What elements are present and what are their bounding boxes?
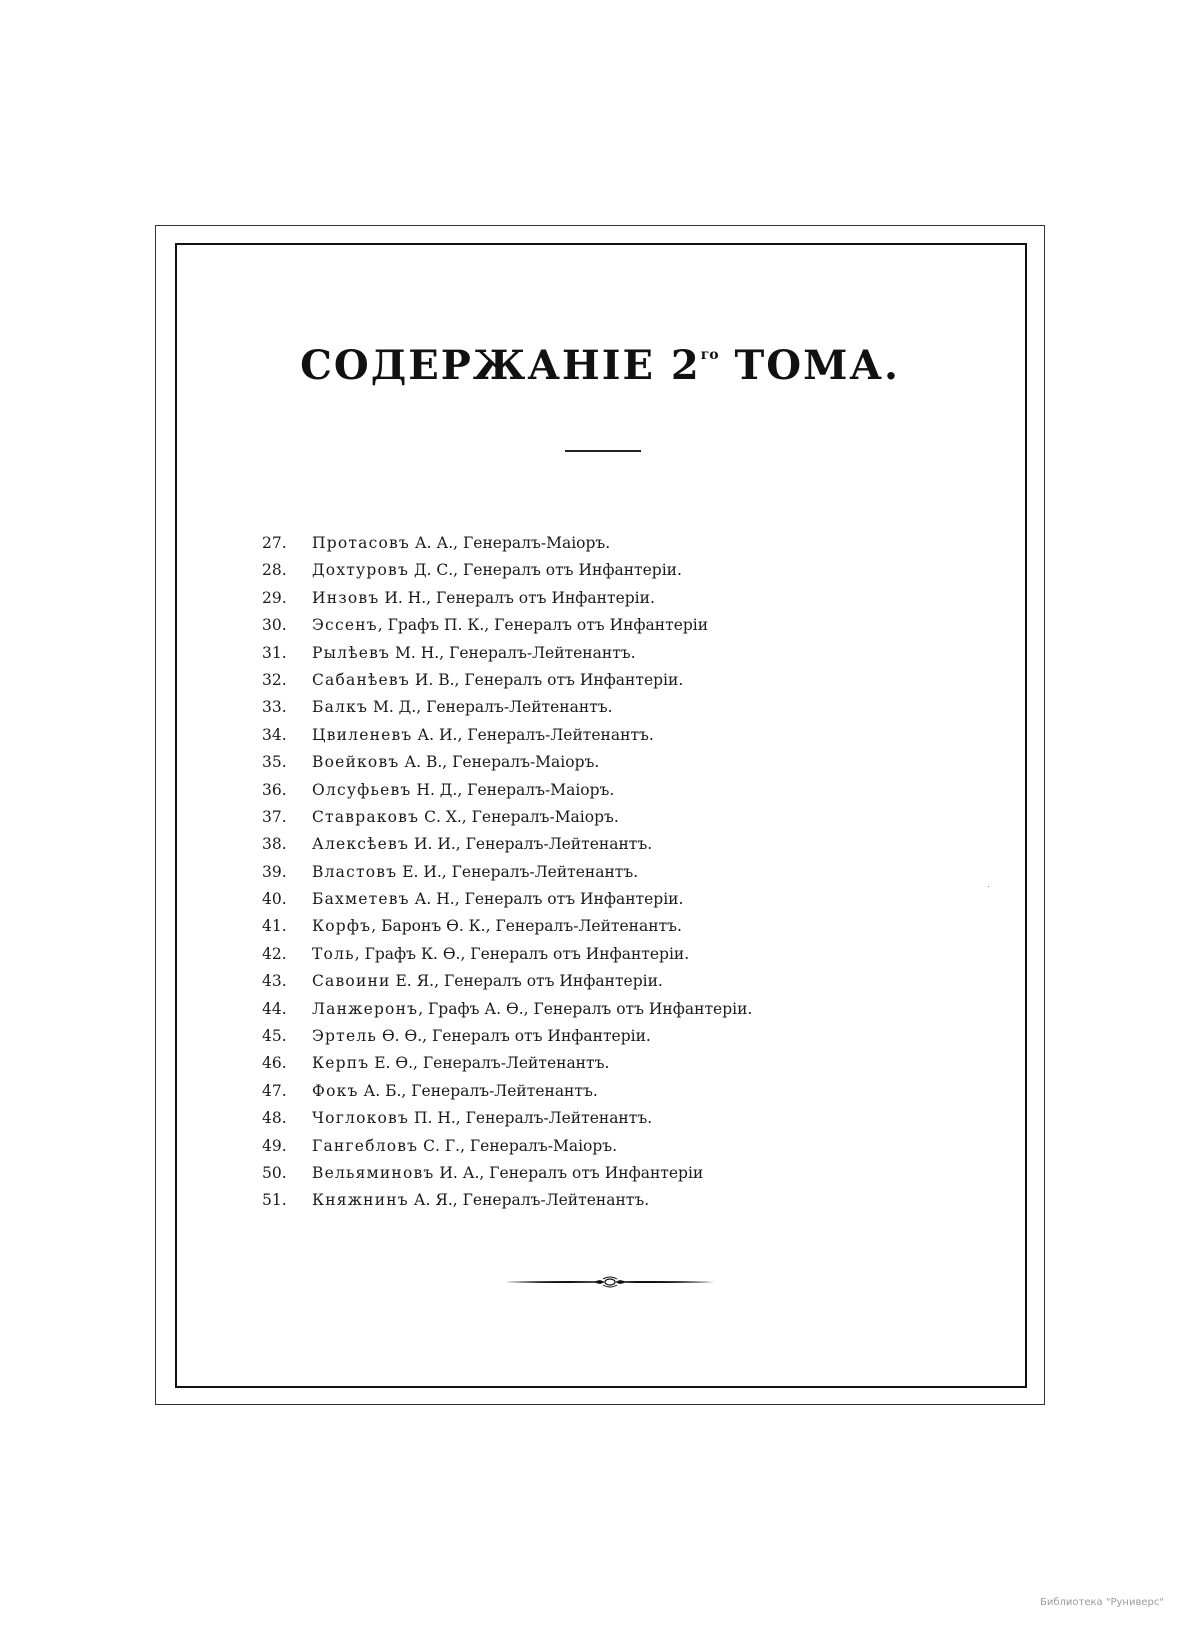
toc-entry — [262, 1133, 752, 1160]
toc-entry — [262, 941, 752, 968]
entry-name: Савоини — [312, 972, 391, 991]
entry-rank: И. А., Генералъ отъ Инфантеріи — [434, 1163, 704, 1182]
entry-name: Рылѣевъ — [312, 643, 391, 662]
entry-name: Ставраковъ — [312, 807, 420, 826]
entry-name: Цвиленевъ — [312, 725, 413, 744]
scan-speck — [988, 886, 989, 887]
toc-entry — [262, 996, 752, 1023]
title-superscript: го — [700, 347, 719, 363]
entry-number: 40. — [262, 890, 287, 909]
entry-name: Олсуфьевъ — [312, 780, 412, 799]
entry-name: Воейковъ — [312, 753, 400, 772]
entry-number: 47. — [262, 1081, 287, 1100]
toc-entry — [262, 777, 752, 804]
entry-name: Фокъ — [312, 1081, 359, 1100]
library-watermark: Библиотека "Руниверс" — [1040, 1597, 1164, 1608]
entry-name: Ланжеронъ — [312, 999, 419, 1018]
toc-entry — [262, 831, 752, 858]
toc-entry — [262, 667, 752, 694]
entry-name: Дохтуровъ — [312, 561, 410, 580]
entry-number: 46. — [262, 1054, 287, 1073]
entry-rank: А. Я., Генералъ-Лейтенантъ. — [408, 1191, 650, 1210]
entry-name: Чоглоковъ — [312, 1109, 410, 1128]
toc-entry — [262, 640, 752, 667]
toc-entry — [262, 1050, 752, 1077]
entry-name: Керпъ — [312, 1054, 370, 1073]
entry-rank: И. В., Генералъ отъ Инфантеріи. — [409, 670, 684, 689]
ornament-divider — [505, 1275, 715, 1289]
entry-rank: А. И., Генералъ-Лейтенантъ. — [412, 725, 654, 744]
entry-name: Властовъ — [312, 862, 398, 881]
entry-name: Балкъ — [312, 698, 369, 717]
entry-name: Инзовъ — [312, 588, 380, 607]
entry-number: 45. — [262, 1027, 287, 1046]
entry-number: 42. — [262, 944, 287, 963]
entry-name: Сабанѣевъ — [312, 670, 410, 689]
entry-rank: Е. И., Генералъ-Лейтенантъ. — [397, 862, 639, 881]
toc-entry — [262, 749, 752, 776]
entry-number: 43. — [262, 972, 287, 991]
entry-name: Эртель — [312, 1027, 378, 1046]
toc-entry — [262, 530, 752, 557]
entry-rank: С. Х., Генералъ-Маіоръ. — [419, 807, 619, 826]
entry-rank: А. В., Генералъ-Маіоръ. — [399, 753, 600, 772]
entry-number: 49. — [262, 1136, 287, 1155]
entry-number: 33. — [262, 698, 287, 717]
entry-number: 41. — [262, 917, 287, 936]
entry-rank: И. И., Генералъ-Лейтенантъ. — [409, 835, 653, 854]
entry-number: 50. — [262, 1163, 287, 1182]
entry-rank: Е. Я., Генералъ отъ Инфантеріи. — [390, 972, 663, 991]
entry-name: Протасовъ — [312, 534, 410, 552]
entry-number: 27. — [262, 534, 287, 552]
entry-number: 37. — [262, 807, 287, 826]
entry-rank: С. Г., Генералъ-Маіоръ. — [418, 1136, 618, 1155]
toc-entry — [262, 722, 752, 749]
entry-name: Княжнинъ — [312, 1191, 409, 1210]
table-of-contents — [262, 530, 752, 1215]
entry-name: Алексѣевъ — [312, 835, 410, 854]
entry-rank: Д. С., Генералъ отъ Инфантеріи. — [409, 561, 682, 580]
entry-number: 48. — [262, 1109, 287, 1128]
entry-name: Бахметевъ — [312, 890, 410, 909]
entry-rank: М. Д., Генералъ-Лейтенантъ. — [368, 698, 613, 717]
entry-number: 34. — [262, 725, 287, 744]
toc-entry — [262, 694, 752, 721]
toc-entry — [262, 859, 752, 886]
entry-number: 30. — [262, 616, 287, 635]
entry-number: 31. — [262, 643, 287, 662]
entry-name: Гангебловъ — [312, 1136, 419, 1155]
entry-number: 38. — [262, 835, 287, 854]
entry-rank: А. А., Генералъ-Маіоръ. — [410, 534, 611, 552]
toc-entry — [262, 1187, 752, 1214]
toc-entry — [262, 886, 752, 913]
toc-entry — [262, 612, 752, 639]
entry-rank: Н. Д., Генералъ-Маіоръ. — [411, 780, 615, 799]
entry-name: Толь — [312, 944, 355, 963]
entry-rank: П. Н., Генералъ-Лейтенантъ. — [409, 1109, 653, 1128]
entry-rank: М. Н., Генералъ-Лейтенантъ. — [390, 643, 636, 662]
toc-entry — [262, 1105, 752, 1132]
entry-rank: , Графъ А. Ѳ., Генералъ отъ Инфантеріи. — [418, 999, 753, 1018]
entry-rank: , Баронъ Ѳ. К., Генералъ-Лейтенантъ. — [371, 917, 682, 936]
entry-number: 51. — [262, 1191, 287, 1210]
entry-rank: Ѳ. Ѳ., Генералъ отъ Инфантеріи. — [377, 1027, 651, 1046]
toc-entry — [262, 804, 752, 831]
toc-entry — [262, 968, 752, 995]
entry-name: Вельяминовъ — [312, 1163, 435, 1182]
entry-number: 32. — [262, 670, 287, 689]
entry-number: 29. — [262, 588, 287, 607]
toc-entry — [262, 1078, 752, 1105]
page-title — [0, 342, 1200, 389]
entry-name: Корфъ — [312, 917, 372, 936]
entry-number: 44. — [262, 999, 287, 1018]
toc-entry — [262, 557, 752, 584]
title-divider — [565, 450, 641, 452]
toc-entry — [262, 913, 752, 940]
entry-rank: А. Б., Генералъ-Лейтенантъ. — [358, 1081, 598, 1100]
entry-number: 35. — [262, 753, 287, 772]
entry-rank: , Графъ К. Ѳ., Генералъ отъ Инфантеріи. — [354, 944, 690, 963]
title-main: СОДЕРЖАНІЕ 2 — [300, 342, 701, 389]
toc-entry — [262, 1023, 752, 1050]
toc-entry — [262, 585, 752, 612]
entry-number: 28. — [262, 561, 287, 580]
entry-rank: Е. Ѳ., Генералъ-Лейтенантъ. — [369, 1054, 610, 1073]
title-tail: ТОМА. — [718, 342, 900, 389]
toc-entry — [262, 1160, 752, 1187]
entry-number: 39. — [262, 862, 287, 881]
entry-name: Эссенъ — [312, 616, 378, 635]
entry-rank: , Графъ П. К., Генералъ отъ Инфантеріи — [377, 616, 709, 635]
entry-number: 36. — [262, 780, 287, 799]
entry-rank: А. Н., Генералъ отъ Инфантеріи. — [409, 890, 684, 909]
entry-rank: И. Н., Генералъ отъ Инфантеріи. — [379, 588, 655, 607]
